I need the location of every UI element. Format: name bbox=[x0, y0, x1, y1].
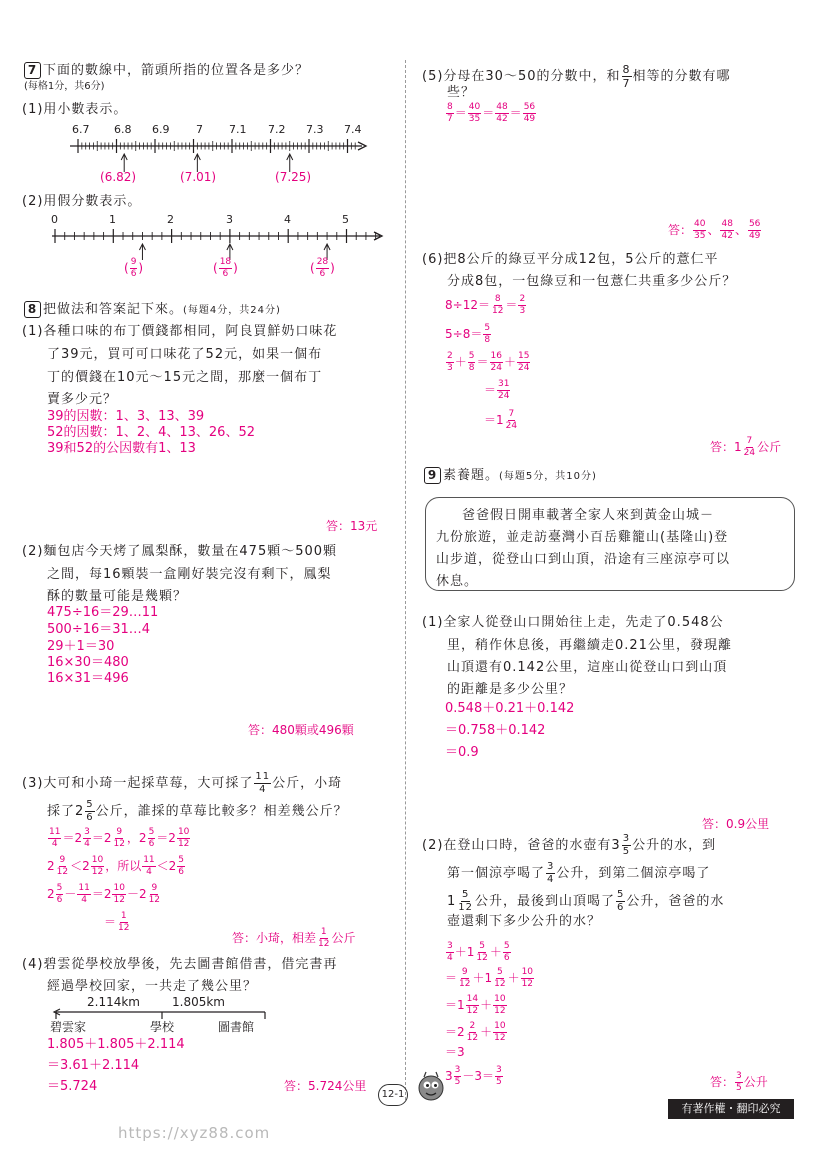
q8-p6-work-5: ＝1 $\frac{7}{24}$ bbox=[484, 409, 518, 431]
q9-p1-answer: 答：0.9公里 bbox=[702, 817, 770, 831]
q8-p3-answer: 答：小琦，相差 $\frac{1}{12}$ 公斤 bbox=[232, 927, 356, 949]
q8-p4-line: 經過學校回家，一共走了幾公里？ bbox=[47, 979, 258, 994]
q8-p2-work: 16×31＝496 bbox=[47, 671, 129, 686]
q8-p1-line: (1)各種口味的布丁價錢都相同，阿良買鮮奶口味花 bbox=[22, 324, 338, 339]
q8-badge: 8 bbox=[24, 301, 41, 318]
q8-p4-distance-1: 2.114km bbox=[87, 995, 140, 1009]
q9-p1-line: (1)全家人從登山口開始往上走，先走了0.548公 bbox=[422, 615, 724, 630]
nl1-answer-1: (6.82) bbox=[100, 170, 137, 184]
q9-title: 素養題。 bbox=[443, 468, 500, 483]
nl1-tick-label: 7.2 bbox=[268, 123, 286, 136]
nl1-tick-label: 6.9 bbox=[152, 123, 170, 136]
q9-p1-work: ＝0.758＋0.142 bbox=[445, 723, 546, 738]
q8-p1-line: 賣多少元？ bbox=[47, 392, 118, 407]
nl1-tick-label: 6.8 bbox=[114, 123, 132, 136]
q8-p2-work: 475÷16＝29…11 bbox=[47, 605, 159, 620]
q9-p2-work-1: $\frac{3}{4}$ ＋1 $\frac{5}{12}$ ＋ $\frac{5}{6}$ bbox=[447, 941, 510, 963]
q8-p4-distance-2: 1.805km bbox=[172, 995, 225, 1009]
nl1-tick-label: 7.4 bbox=[344, 123, 362, 136]
nl1-tick-label: 7.3 bbox=[306, 123, 324, 136]
q7-heading bbox=[24, 62, 309, 79]
q8-p2-work: 29＋1＝30 bbox=[47, 639, 115, 654]
q9-p1-work: ＝0.9 bbox=[445, 745, 479, 760]
q8-p4-work: 1.805＋1.805＋2.114 bbox=[47, 1037, 185, 1052]
q8-p4-place: 學校 bbox=[150, 1020, 175, 1034]
q8-p2-answer: 答：480顆或496顆 bbox=[248, 723, 354, 737]
q8-p1-line: 了39元，買可可口味花了52元，如果一個布 bbox=[47, 347, 323, 362]
q9-story-line: 山步道，從登山口到山頂，沿途有三座涼亭可以 bbox=[436, 552, 731, 567]
q8-p1-line: 丁的價錢在10元～15元之間，那麼一個布丁 bbox=[47, 370, 323, 385]
q7-p1-label: (1)用小數表示。 bbox=[22, 102, 128, 117]
nl2-tick-label: 0 bbox=[51, 213, 58, 226]
q7-badge: 7 bbox=[24, 62, 41, 79]
q9-p2-line: 壺還剩下多少公升的水？ bbox=[447, 914, 602, 929]
nl1-answer-2: (7.01) bbox=[180, 170, 217, 184]
q8-p6-line: (6)把8公斤的綠豆平分成12包，5公斤的薏仁平 bbox=[422, 252, 719, 267]
q9-p2-work-4: ＝2 $\frac{2}{12}$ ＋ $\frac{10}{12}$ bbox=[445, 1021, 506, 1043]
q8-p5-line: 些？ bbox=[447, 85, 476, 100]
nl1-tick-label: 7.1 bbox=[229, 123, 247, 136]
q8-p3-work-3: 2 $\frac{5}{6}$ － $\frac{11}{4}$ ＝2 $\frac{10}{12}$ －2 $\frac{9}{12}$ bbox=[47, 883, 161, 905]
q8-p3-work-1: $\frac{11}{4}$ ＝2 $\frac{3}{4}$ ＝2 $\frac{9}{12}$ ，2 $\frac{5}{6}$ ＝2 $\frac{10}{12}$ bbox=[49, 827, 190, 849]
q8-p6-work-4: ＝ $\frac{31}{24}$ bbox=[484, 379, 510, 401]
q9-story-line: 休息。 bbox=[436, 574, 479, 589]
q8-p4-answer: 答：5.724公里 bbox=[284, 1079, 367, 1093]
q8-p2-line: (2)麵包店今天烤了鳳梨酥，數量在475顆～500顆 bbox=[22, 544, 338, 559]
q8-p6-work-2: 5÷8＝ $\frac{5}{8}$ bbox=[445, 323, 491, 345]
q8-p4-place: 碧雲家 bbox=[50, 1020, 87, 1034]
q8-p5-line: (5)分母在30～50的分數中，和 $\frac{8}{7}$ 相等的分數有哪 bbox=[422, 63, 731, 90]
q8-heading bbox=[24, 301, 281, 318]
q9-badge: 9 bbox=[424, 467, 441, 484]
nl1-answer-3: (7.25) bbox=[275, 170, 312, 184]
q9-p2-line: 1 $\frac{5}{12}$ 公升，最後到山頂喝了 $\frac{5}{6}$ 公升，爸爸的水 bbox=[447, 889, 725, 913]
q9-heading bbox=[424, 467, 597, 484]
q8-p4-work: ＝5.724 bbox=[47, 1079, 98, 1094]
q8-p5-work: $\frac{8}{7}$ ＝ $\frac{40}{35}$ ＝ $\frac{48}{42}$ ＝ $\frac{56}{49}$ bbox=[447, 102, 536, 124]
q9-p1-line: 的距離是多少公里？ bbox=[447, 682, 574, 697]
q8-points: (每題4分，共24分) bbox=[183, 305, 281, 316]
q9-story-line: 九份旅遊，並走訪臺灣小百岳雞籠山(基隆山)登 bbox=[436, 530, 729, 545]
q8-p3-work-2: 2 $\frac{9}{12}$ ＜2 $\frac{10}{12}$ ，所以 $\frac{11}{4}$ ＜2 $\frac{5}{6}$ bbox=[47, 855, 185, 877]
column-divider bbox=[405, 60, 406, 1100]
q8-p2-line: 之間，每16顆裝一盒剛好裝完沒有剩下，鳳梨 bbox=[47, 567, 332, 582]
q8-p2-line: 酥的數量可能是幾顆？ bbox=[47, 589, 188, 604]
watermark-url: https://xyz88.com bbox=[118, 1124, 271, 1142]
q9-p2-work-2: ＝ $\frac{9}{12}$ ＋1 $\frac{5}{12}$ ＋ $\frac{10}{12}$ bbox=[445, 967, 534, 989]
q8-p2-work: 500÷16＝31…4 bbox=[47, 622, 151, 637]
nl2-tick-label: 2 bbox=[167, 213, 174, 226]
q8-p1-answer: 答：13元 bbox=[326, 519, 378, 533]
q8-p3-line: (3)大可和小琦一起採草莓，大可採了 $\frac{11}{4}$ 公斤，小琦 bbox=[22, 771, 343, 795]
q8-p6-work-1: 8÷12＝ $\frac{8}{12}$ ＝ $\frac{2}{3}$ bbox=[445, 294, 526, 316]
q7-points: (每格1分，共6分) bbox=[24, 81, 105, 92]
q9-p2-line: 第一個涼亭喝了 $\frac{3}{4}$ 公升，到第二個涼亭喝了 bbox=[447, 861, 711, 885]
page-number: 12-1 bbox=[378, 1084, 408, 1106]
q8-title: 把做法和答案記下來。 bbox=[43, 302, 184, 317]
q8-p5-answer: 答： $\frac{40}{35}$ 、 $\frac{48}{42}$ 、 $\frac{56}{49}$ bbox=[668, 219, 761, 241]
nl2-answer-2: ( $\frac{18}{6}$ ) bbox=[213, 257, 238, 279]
q9-p1-line: 山頂還有0.142公里，這座山從登山口到山頂 bbox=[447, 660, 728, 675]
q8-p1-work: 39的因數：1、3、13、39 bbox=[47, 409, 205, 424]
copyright-badge: 有著作權・翻印必究 bbox=[668, 1099, 794, 1119]
nl1-tick-label: 6.7 bbox=[72, 123, 90, 136]
mascot-icon bbox=[414, 1070, 448, 1104]
nl2-tick-label: 5 bbox=[342, 213, 349, 226]
q8-p2-work: 16×30＝480 bbox=[47, 655, 129, 670]
q8-p6-work-3: $\frac{2}{3}$ ＋ $\frac{5}{8}$ ＝ $\frac{16}{24}$ ＋ $\frac{15}{24}$ bbox=[447, 351, 530, 373]
q8-p1-work: 39和52的公因數有1、13 bbox=[47, 441, 196, 456]
nl2-answer-1: ( $\frac{9}{6}$ ) bbox=[124, 257, 144, 279]
nl1-tick-label: 7 bbox=[196, 123, 203, 136]
q8-p1-work: 52的因數：1、2、4、13、26、52 bbox=[47, 425, 255, 440]
nl2-answer-3: ( $\frac{28}{6}$ ) bbox=[310, 257, 335, 279]
q8-p3-work-4: ＝ $\frac{1}{12}$ bbox=[104, 911, 130, 933]
nl2-tick-label: 1 bbox=[109, 213, 116, 226]
q9-story-line: 爸爸假日開車載著全家人來到黃金山城－ bbox=[462, 508, 715, 523]
q8-p4-line: (4)碧雲從學校放學後，先去圖書館借書，借完書再 bbox=[22, 957, 338, 972]
q9-p2-work-3: ＝1 $\frac{14}{12}$ ＋ $\frac{10}{12}$ bbox=[445, 994, 506, 1016]
q9-p1-line: 里，稍作休息後，再繼續走0.21公里，發現離 bbox=[447, 638, 732, 653]
q9-p1-work: 0.548＋0.21＋0.142 bbox=[445, 701, 575, 716]
nl2-tick-label: 3 bbox=[226, 213, 233, 226]
q8-p6-answer: 答：1 $\frac{7}{24}$ 公斤 bbox=[710, 436, 782, 458]
q8-p4-work: ＝3.61＋2.114 bbox=[47, 1058, 140, 1073]
q8-p6-line: 分成8包，一包綠豆和一包薏仁共重多少公斤？ bbox=[447, 274, 737, 289]
q9-p2-work-6: 3 $\frac{3}{5}$ －3＝ $\frac{3}{5}$ bbox=[445, 1065, 502, 1087]
q8-p3-line: 採了2 $\frac{5}{6}$ 公斤，誰採的草莓比較多？相差幾公斤？ bbox=[47, 799, 348, 823]
q9-p2-answer: 答： $\frac{3}{5}$ 公升 bbox=[710, 1071, 768, 1093]
q7-title: 下面的數線中，箭頭所指的位置各是多少？ bbox=[43, 63, 310, 78]
q9-p2-work-5: ＝3 bbox=[445, 1045, 465, 1059]
q8-p4-place: 圖書館 bbox=[218, 1020, 255, 1034]
nl2-tick-label: 4 bbox=[284, 213, 291, 226]
q9-points: (每題5分，共10分) bbox=[499, 471, 597, 482]
q7-p2-label: (2)用假分數表示。 bbox=[22, 194, 142, 209]
q9-p2-line: (2)在登山口時，爸爸的水壺有3 $\frac{3}{5}$ 公升的水，到 bbox=[422, 833, 717, 857]
